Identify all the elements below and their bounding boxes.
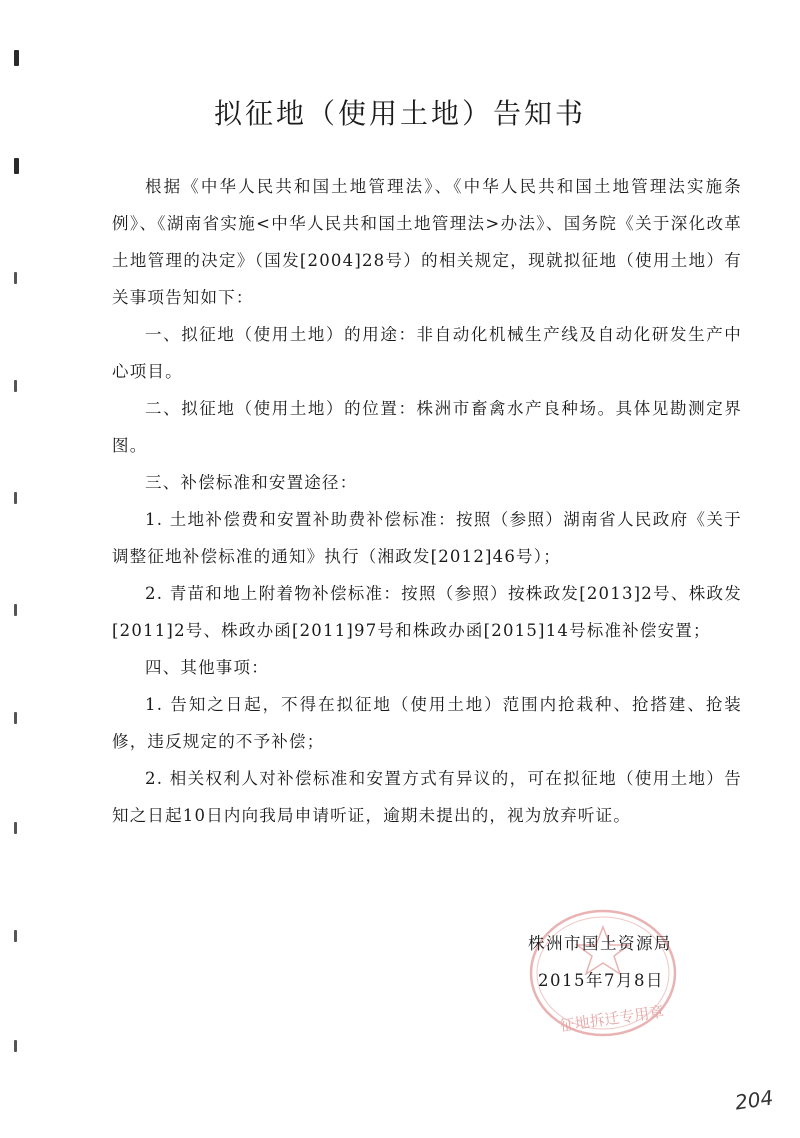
- binding-hole-mark: [14, 380, 17, 392]
- section-other-heading: 四、其他事项：: [145, 658, 269, 677]
- binding-hole-mark: [14, 712, 17, 724]
- binding-hole-mark: [14, 604, 17, 616]
- compensation-item-1: 1. 土地补偿费和安置补助费补偿标准：按照（参照）湖南省人民政府《关于调整征地补偿标准的通知》执行（湘政发[2012]46号）；: [112, 510, 742, 566]
- other-item-1: 1. 告知之日起，不得在拟征地（使用土地）范围内抢栽种、抢搭建、抢装修，违反规定的不予补偿；: [112, 695, 742, 751]
- other-item-2: 2. 相关权利人对补偿标准和安置方式有异议的，可在拟征地（使用土地）告知之日起10日内向我局申请听证，逾期未提出的，视为放弃听证。: [112, 769, 742, 825]
- binding-hole-mark: [14, 930, 17, 942]
- binding-hole-mark: [14, 50, 19, 66]
- issuing-organization: 株洲市国土资源局: [528, 934, 672, 953]
- section-purpose: 一、拟征地（使用土地）的用途：非自动化机械生产线及自动化研发生产中心项目。: [112, 325, 742, 381]
- seal-text: 征地拆迁专用章: [558, 1002, 666, 1035]
- section-compensation-heading: 三、补偿标准和安置途径：: [145, 473, 358, 492]
- binding-hole-mark: [14, 272, 17, 284]
- handwritten-page-number: 204: [733, 1085, 775, 1115]
- document-body: [112, 168, 742, 834]
- issue-date: 2015年7月8日: [538, 971, 664, 990]
- section-location: 二、拟征地（使用土地）的位置：株洲市畜禽水产良种场。具体见勘测定界图。: [112, 399, 742, 455]
- signature-block: [510, 925, 710, 999]
- binding-hole-mark: [14, 1040, 17, 1052]
- document-title: 拟征地（使用土地）告知书: [213, 97, 586, 130]
- binding-hole-mark: [14, 492, 17, 504]
- binding-hole-mark: [14, 822, 17, 834]
- intro-paragraph: 根据《中华人民共和国土地管理法》、《中华人民共和国土地管理法实施条例》、《湖南省实施<中华人民共和国土地管理法>办法》、国务院《关于深化改革土地管理的决定》（国发[2004]28号）的相关规定，现就拟征地（使用土地）有关事项告知如下：: [112, 177, 742, 307]
- binding-hole-mark: [14, 158, 19, 174]
- compensation-item-2: 2. 青苗和地上附着物补偿标准：按照（参照）按株政发[2013]2号、株政发[2011]2号、株政办函[2011]97号和株政办函[2015]14号标准补偿安置；: [112, 584, 742, 640]
